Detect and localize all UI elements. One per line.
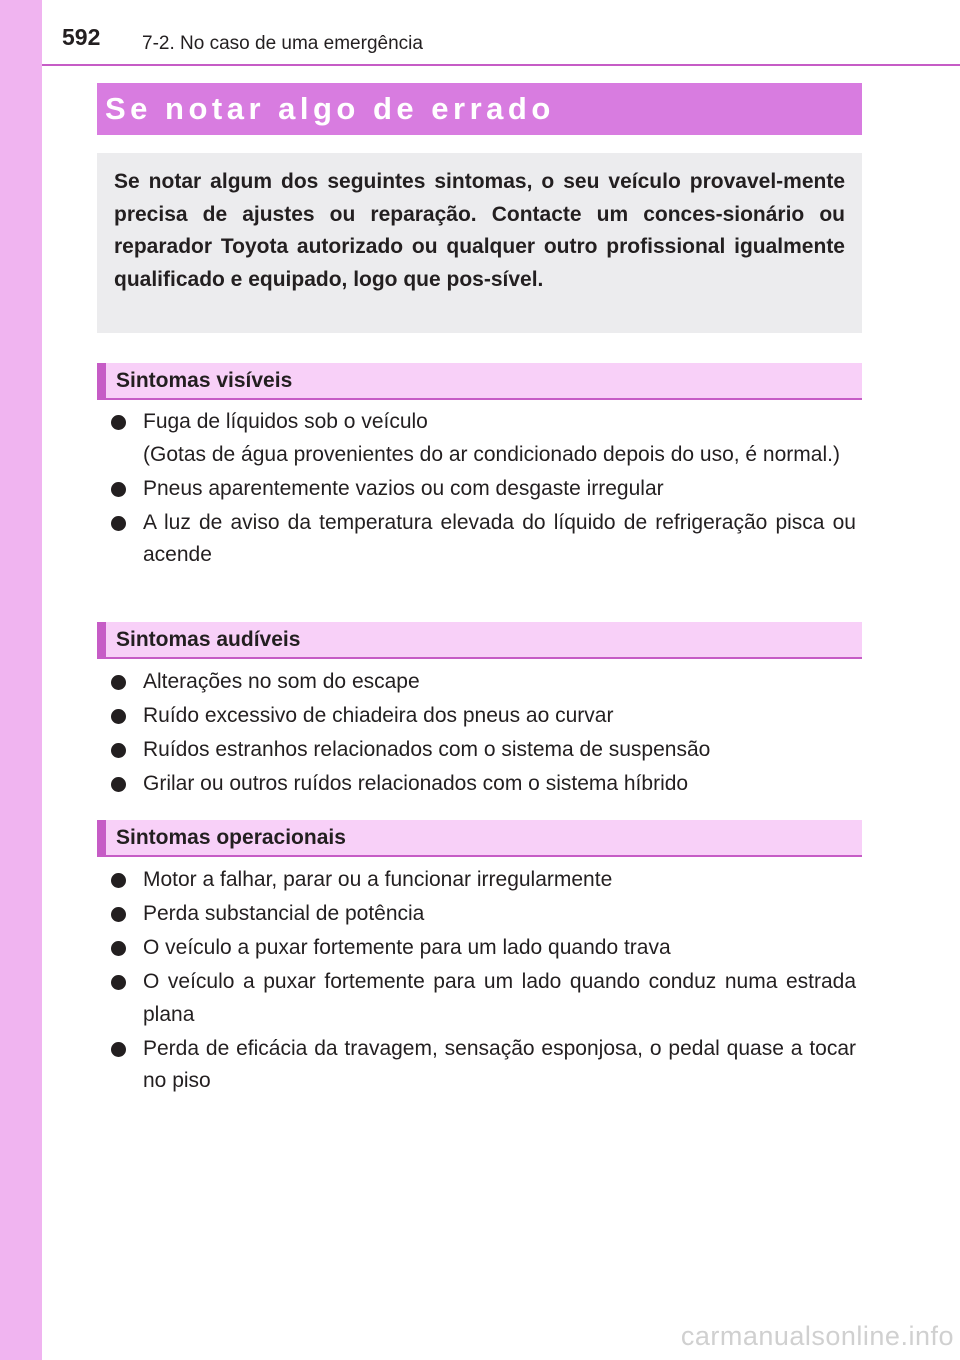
list-item: [111, 507, 856, 572]
section-heading-label: Sintomas visíveis: [116, 368, 293, 392]
audible-symptoms-list: [111, 666, 856, 802]
section-heading-visible: [97, 363, 862, 400]
watermark: carmanualsonline.info: [680, 1321, 954, 1351]
list-item-text: A luz de aviso da temperatura elevada do líquido de refrigeração pisca ou acende: [143, 510, 856, 566]
list-item: [111, 406, 856, 471]
list-item-note: (Gotas de água provenientes do ar condicionado depois do uso, é normal.): [143, 442, 840, 466]
section-heading-label: Sintomas operacionais: [116, 825, 346, 849]
bullet-icon: [111, 743, 126, 758]
list-item-text: Perda substancial de potência: [143, 902, 425, 925]
list-item: [111, 1033, 856, 1098]
list-item: [111, 666, 856, 699]
bullet-icon: [111, 709, 126, 724]
bullet-icon: [111, 516, 126, 531]
operational-symptoms-list: [111, 864, 856, 1099]
section-heading-operational: [97, 820, 862, 857]
list-item-text: Pneus aparentemente vazios ou com desgaste irregular: [143, 476, 664, 500]
list-item-text: Fuga de líquidos sob o veículo: [143, 410, 428, 433]
section-heading-label: Sintomas audíveis: [116, 627, 301, 651]
list-item-text: Alterações no som do escape: [143, 670, 420, 693]
bullet-icon: [111, 482, 126, 497]
header-divider: [42, 64, 960, 66]
bullet-icon: [111, 873, 126, 888]
list-item: [111, 932, 856, 965]
page-title: Se notar algo de errado: [105, 91, 555, 126]
section-breadcrumb: 7-2. No caso de uma emergência: [142, 33, 423, 54]
list-item: [111, 898, 856, 931]
page-title-bar: [97, 83, 862, 135]
page-number: 592: [62, 24, 101, 50]
list-item-text: Grilar ou outros ruídos relacionados com o sistema híbrido: [143, 772, 689, 795]
bullet-icon: [111, 1042, 126, 1057]
list-item: [111, 473, 856, 506]
bullet-icon: [111, 907, 126, 922]
bullet-icon: [111, 941, 126, 956]
bullet-icon: [111, 675, 126, 690]
list-item-text: O veículo a puxar fortemente para um lado quando trava: [143, 936, 671, 959]
list-item-text: O veículo a puxar fortemente para um lado quando conduz numa estrada plana: [143, 970, 856, 1026]
side-color-strip: [0, 0, 42, 1360]
list-item: [111, 864, 856, 897]
list-item: [111, 768, 856, 801]
bullet-icon: [111, 415, 126, 430]
list-item: [111, 966, 856, 1031]
list-item-text: Motor a falhar, parar ou a funcionar irregularmente: [143, 868, 613, 891]
list-item-text: Ruídos estranhos relacionados com o sistema de suspensão: [143, 738, 711, 761]
list-item: [111, 734, 856, 767]
bullet-icon: [111, 777, 126, 792]
list-item-text: Perda de eficácia da travagem, sensação esponjosa, o pedal quase a tocar no piso: [143, 1036, 856, 1092]
bullet-icon: [111, 975, 126, 990]
section-heading-audible: [97, 622, 862, 659]
visible-symptoms-list: [111, 406, 856, 573]
intro-notice-box: Se notar algum dos seguintes sintomas, o seu veículo provavel-mente precisa de ajustes ou reparação. Contacte um conces-sionário ou reparador Toyota autorizado ou qualquer outro profissional igualmente qualificado e equipado, logo que pos-sível.: [97, 153, 862, 333]
list-item: [111, 700, 856, 733]
list-item-text: Ruído excessivo de chiadeira dos pneus ao curvar: [143, 704, 614, 727]
